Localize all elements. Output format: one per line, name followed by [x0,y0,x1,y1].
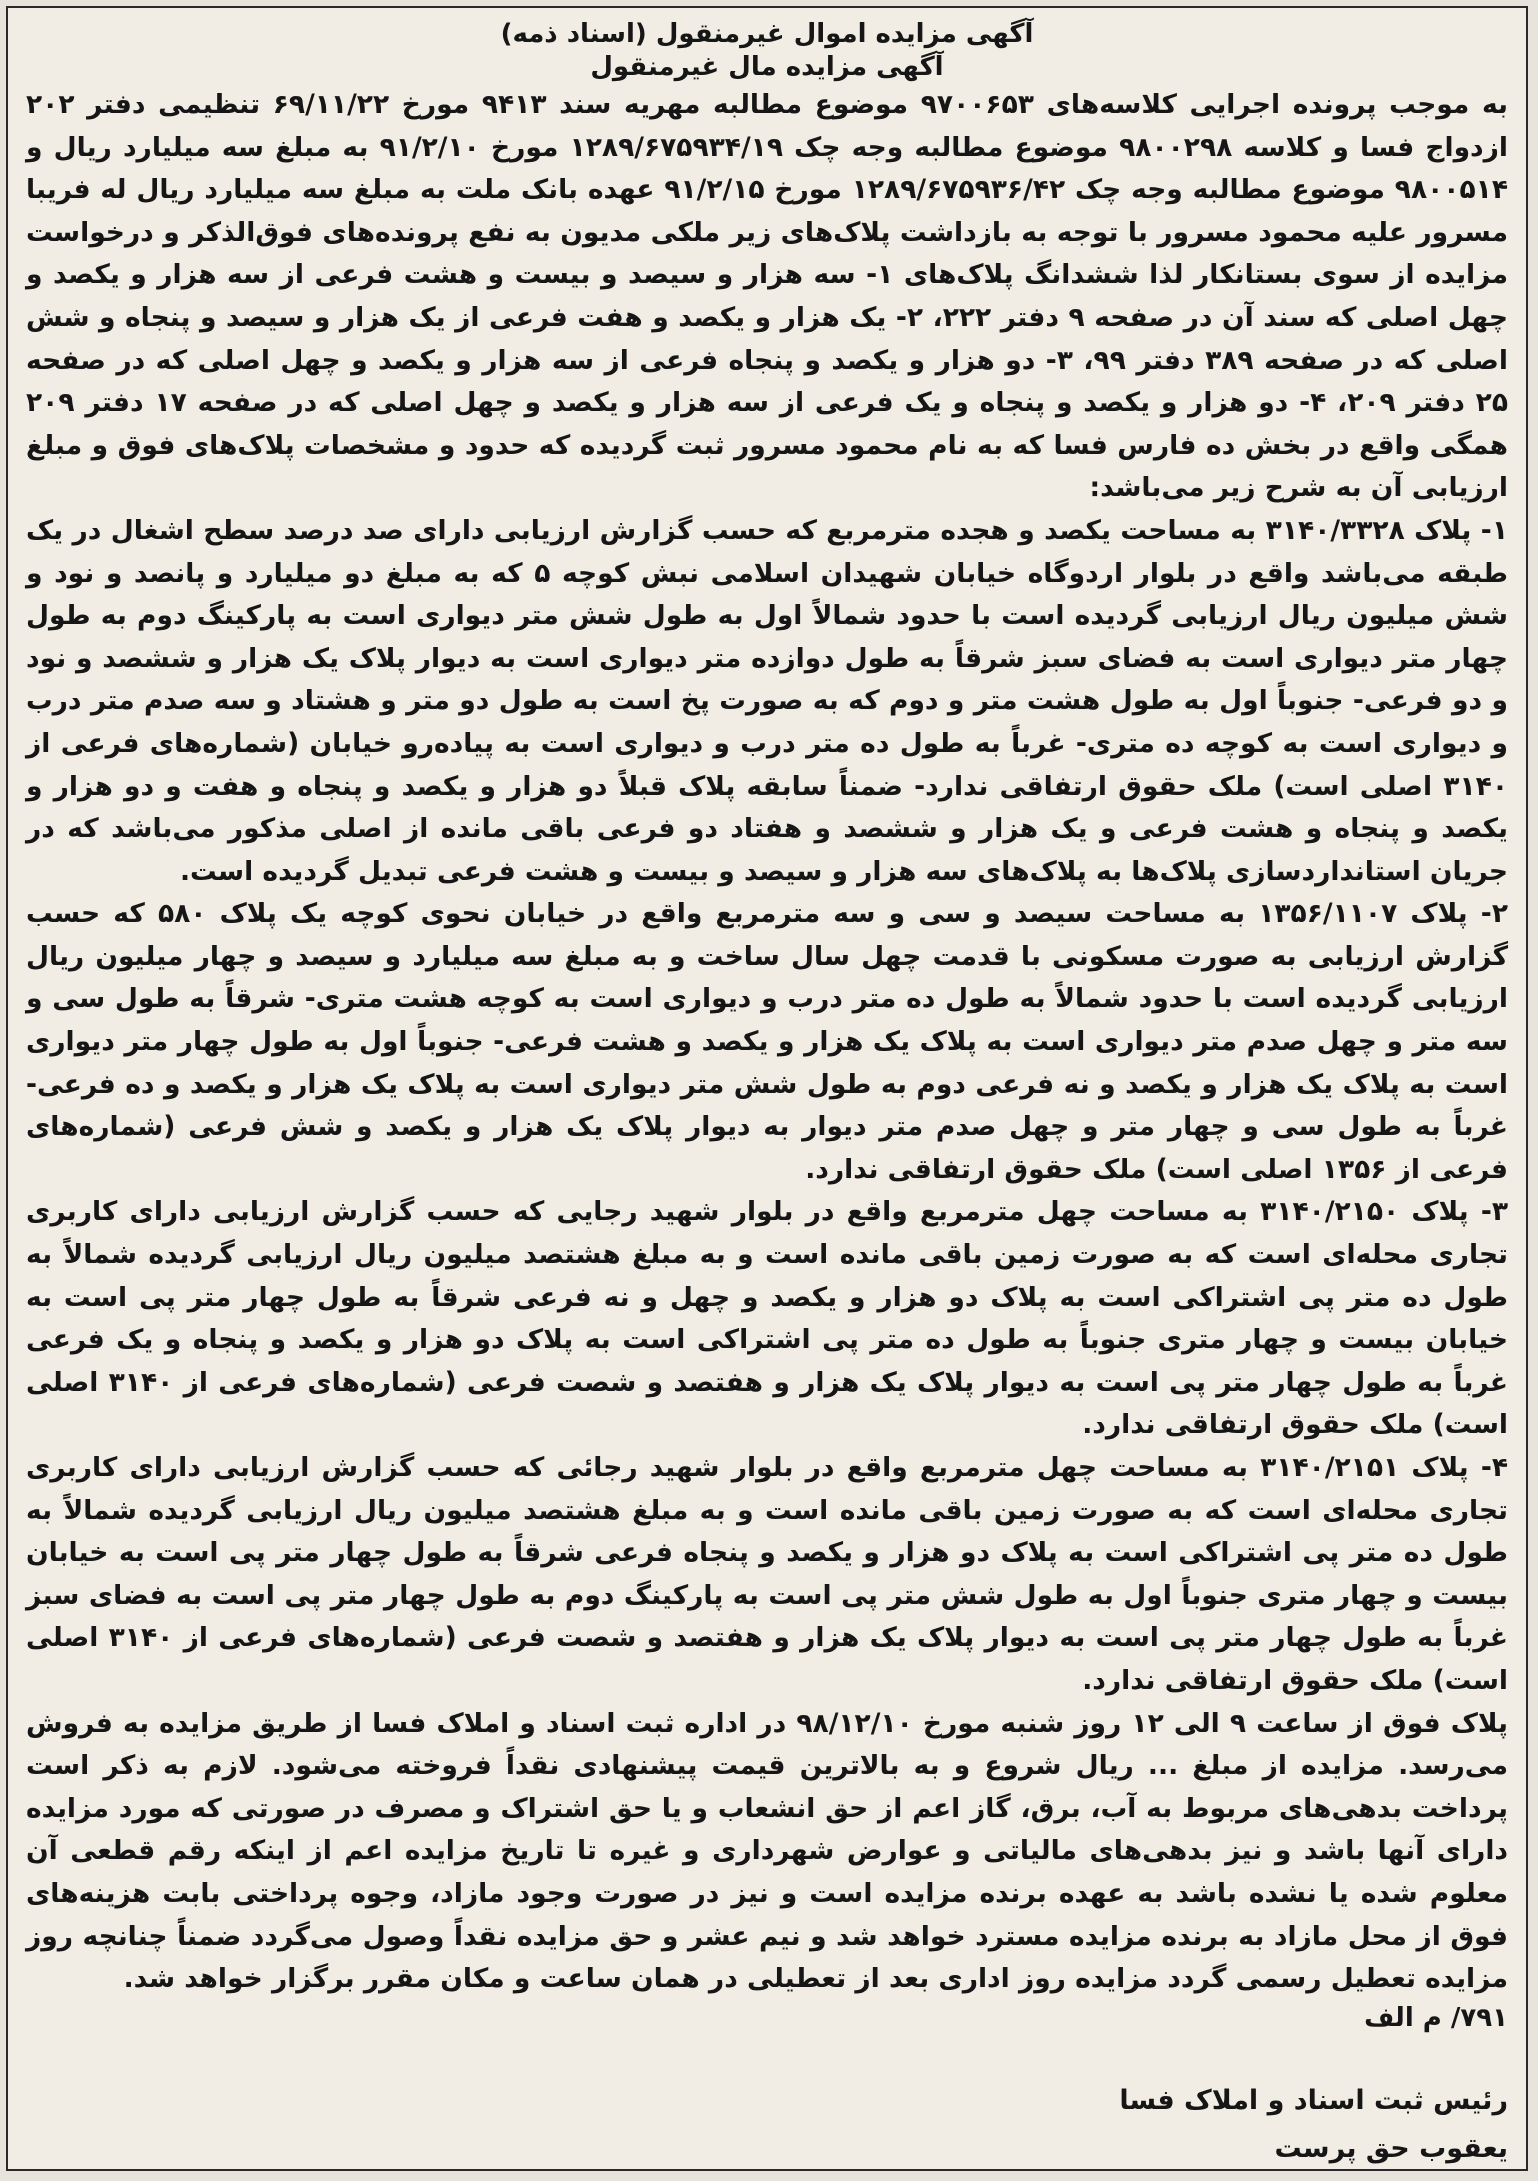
signature-block [26,2077,1508,2173]
notice-subtitle: آگهی مزایده مال غیرمنقول [590,52,944,82]
closing-paragraph: پلاک فوق از ساعت ۹ الی ۱۲ روز شنبه مورخ ۹۸/۱۲/۱۰ در اداره ثبت اسناد و املاک فسا از طریق مزایده به فروش می‌رسد. مزایده از مبلغ ... ریال شروع و به بالاترین قیمت پیشنهادی نقداً فروخته می‌شود. لازم به ذکر است پرداخت بدهی‌های مربوط به آب، برق، گاز اعم از حق انشعاب و یا حق اشتراک و مصرف در صورتی که مورد مزایده دارای آنها باشد و نیز بدهی‌های مالیاتی و عوارض شهرداری و غیره تا تاریخ مزایده اعم از اینکه رقم قطعی آن معلوم شده یا نشده باشد به عهده برنده مزایده است و نیز در صورت وجود مازاد، وجوه پرداختی بابت هزینه‌های فوق از محل مازاد به برنده مزایده مسترد خواهد شد و نیم عشر و حق مزایده نقداً وصول می‌گردد ضمناً چنانچه روز مزایده تعطیل رسمی گردد مزایده روز اداری بعد از تعطیلی در همان ساعت و مکان مقرر برگزار خواهد شد. [26,1707,1508,1995]
signature-name: یعقوب حق پرست [1274,2132,1508,2164]
intro-paragraph: به موجب پرونده اجرایی کلاسه‌های ۹۷۰۰۶۵۳ موضوع مطالبه مهریه سند ۹۴۱۳ مورخ ۶۹/۱۱/۲۲ تنظیمی دفتر ۲۰۲ ازدواج فسا و کلاسه ۹۸۰۰۲۹۸ موضوع مطالبه وجه چک ۱۲۸۹/۶۷۵۹۳۴/۱۹ مورخ ۹۱/۲/۱۰ به مبلغ سه میلیارد ریال و ۹۸۰۰۵۱۴ موضوع مطالبه وجه چک ۱۲۸۹/۶۷۵۹۳۶/۴۲ مورخ ۹۱/۲/۱۵ عهده بانک ملت به مبلغ سه میلیارد ریال له فریبا مسرور علیه محمود مسرور با توجه به بازداشت پلاک‌های زیر ملکی مدیون به نفع پرونده‌های فوق‌الذکر و درخواست مزایده از سوی بستانکار لذا ششدانگ پلاک‌های ۱- سه هزار و سیصد و بیست و هشت فرعی از سه هزار و یکصد و چهل اصلی که سند آن در صفحه ۹ دفتر ۲۲۲، ۲- یک هزار و یکصد و هفت فرعی از یک هزار و سیصد و پنجاه و شش اصلی که در صفحه ۳۸۹ دفتر ۹۹، ۳- دو هزار و یکصد و پنجاه فرعی از سه هزار و یکصد و چهل اصلی که در صفحه ۲۵ دفتر ۲۰۹، ۴- دو هزار و یکصد و پنجاه و یک فرعی از سه هزار و یکصد و چهل اصلی که در صفحه ۱۷ دفتر ۲۰۹ همگی واقع در بخش ده فارس فسا که به نام محمود مسرور ثبت گردیده که حدود و مشخصات پلاک‌های فوق و مبلغ ارزیابی آن به شرح زیر می‌باشد: [26,89,1509,504]
notice-body [26,84,1508,2001]
reference-number: ۷۹۱/ م الف [1364,2002,1508,2033]
plot-item-2: ۲- پلاک ۱۳۵۶/۱۱۰۷ به مساحت سیصد و سی و سه مترمربع واقع در خیابان نحوی کوچه یک پلاک ۵۸۰ که حسب گزارش ارزیابی به صورت مسکونی با قدمت چهل سال ساخت و به مبلغ سه میلیارد و سیصد و چهار میلیون ریال ارزیابی گردیده است با حدود شمالاً به طول ده متر درب و دیواری است به کوچه هشت متری- شرقاً به طول سی و سه متر و چهل صدم متر دیواری است به پلاک یک هزار و یکصد و هشت فرعی- جنوباً اول به طول چهار متر دیواری است به پلاک یک هزار و یکصد و نه فرعی دوم به طول شش متر دیواری است به پلاک یک هزار و یکصد و ده فرعی- غرباً به طول سی و چهار متر و چهل صدم متر دیوار به دیوار پلاک یک هزار و یکصد و شش فرعی (شماره‌های فرعی از ۱۳۵۶ اصلی است) ملک حقوق ارتفاقی ندارد. [26,898,1508,1185]
signature-title: رئیس ثبت اسناد و املاک فسا [1119,2084,1508,2116]
plot-item-3: ۳- پلاک ۳۱۴۰/۲۱۵۰ به مساحت چهل مترمربع واقع در بلوار شهید رجایی که حسب گزارش ارزیابی دارای کاربری تجاری محله‌ای است که به صورت زمین باقی مانده است و به مبلغ هشتصد میلیون ریال ارزیابی گردیده شمالاً به طول ده متر پی اشتراکی است به پلاک دو هزار و یکصد و چهل و نه فرعی شرقاً به طول چهار متر پی است به خیابان بیست و چهار متری جنوباً به طول ده متر پی اشتراکی است به پلاک دو هزار و یکصد و پنجاه و یک فرعی غرباً به طول چهار متر پی است به دیوار پلاک یک هزار و هفتصد و شصت فرعی (شماره‌های فرعی از ۳۱۴۰ اصلی است) ملک حقوق ارتفاقی ندارد. [26,1196,1509,1441]
notice-title: آگهی مزایده اموال غیرمنقول (اسناد ذمه) [500,19,1034,49]
newspaper-clipping [6,6,1528,2171]
plot-item-1: ۱- پلاک ۳۱۴۰/۳۳۲۸ به مساحت یکصد و هجده مترمربع که حسب گزارش ارزیابی دارای صد درصد سطح اشغال در یک طبقه می‌باشد واقع در بلوار اردوگاه خیابان شهیدان اسلامی نبش کوچه ۵ که به مبلغ دو میلیارد و پانصد و نود و شش میلیون ریال ارزیابی گردیده است با حدود شمالاً اول به طول شش متر دیواری است به پارکینگ دوم به طول چهار متر دیواری است به فضای سبز شرقاً به طول دوازده متر دیواری است به دیوار پلاک یک هزار و ششصد و نود و دو فرعی- جنوباً اول به طول هشت متر و دوم که به صورت پخ است به طول دو متر و هشتاد و سه صدم متر درب و دیواری است به کوچه ده متری- غرباً به طول ده متر درب و دیواری است به پیاده‌رو خیابان (شماره‌های فرعی از ۳۱۴۰ اصلی است) ملک حقوق ارتفاقی ندارد- ضمناً سابقه پلاک قبلاً دو هزار و یکصد و پنجاه و هفت و دو هزار و یکصد و پنجاه و هشت فرعی و یک هزار و ششصد و هفتاد دو فرعی باقی مانده از اصلی مذکور می‌باشد که در جریان استانداردسازی پلاک‌ها به پلاک‌های سه هزار و سیصد و بیست و هشت فرعی تبدیل گردیده است. [26,514,1508,887]
plot-item-4: ۴- پلاک ۳۱۴۰/۲۱۵۱ به مساحت چهل مترمربع واقع در بلوار شهید رجائی که حسب گزارش ارزیابی دارای کاربری تجاری محله‌ای است که به صورت زمین باقی مانده است و به مبلغ هشتصد میلیون ریال ارزیابی گردیده شمالاً به طول ده متر پی اشتراکی است به پلاک دو هزار و یکصد و پنجاه فرعی شرقاً به طول چهار متر پی است به خیابان بیست و چهار متری جنوباً اول به طول شش متر پی است به پارکینگ دوم به طول چهار متر پی است به فضای سبز غرباً به طول چهار متر پی است به دیوار پلاک یک هزار و هفتصد و شصت فرعی (شماره‌های فرعی از ۳۱۴۰ اصلی است) ملک حقوق ارتفاقی ندارد. [26,1452,1509,1696]
